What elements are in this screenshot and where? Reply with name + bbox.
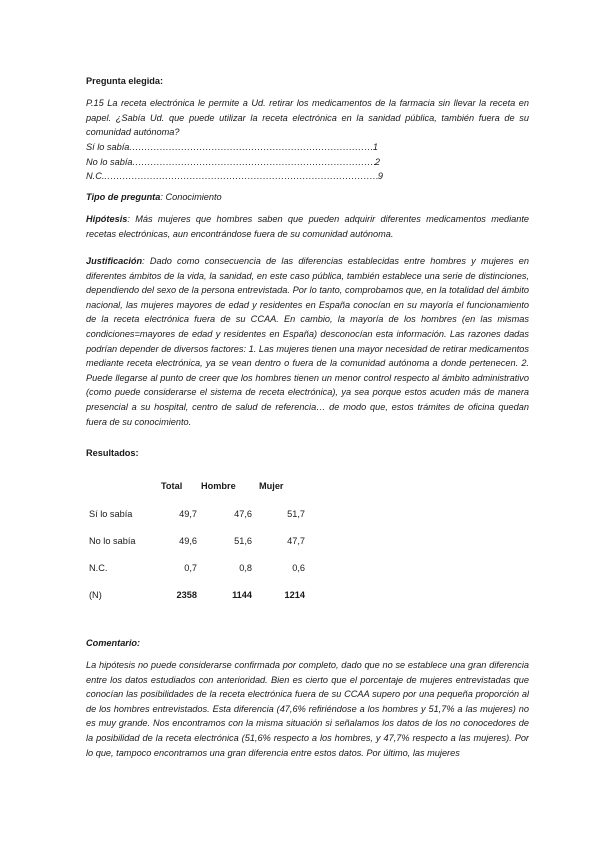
cell-mujer: 0,6 (292, 562, 305, 573)
cell-hombre: 1144 (232, 589, 252, 600)
question-type-label: Tipo de pregunta (86, 192, 161, 202)
table-header-cell: Total (161, 480, 183, 491)
justification-separator: : (142, 256, 150, 266)
question-type-value: Conocimiento (165, 192, 222, 202)
table-row (89, 527, 305, 554)
answer-option (86, 169, 383, 184)
justification-paragraph (86, 254, 529, 429)
table-row (89, 581, 305, 608)
justification-text: Dado como consecuencia de las diferencias establecidas entre hombres y mujeres en diferentes ámbitos de la vida, la sanidad, en este caso pública, también establece una serie de distinciones, dependiendo del sexo de la persona entrevistada. Por lo tanto, comprobamos que, en la totalidad del ámbito nacional, las mujeres mayores de edad y residentes en España conocían en su mayoría el funcionamiento de la receta electrónica fuera de su CCAA. En cambio, la mayoría de los hombres (en las mismas condiciones=mayores de edad y residentes en España) desconocían esta información. Las razones dadas podrían depender de diversos factores: 1. Las mujeres tienen una mayor necesidad de retirar medicamentos mediante receta electrónica, ya se vean dentro o fuera de la comunidad autónoma a donde pertenecen. 2. Puede llegarse al punto de creer que los hombres tienen un menor control respecto al ámbito administrativo (como puede considerarse el sistema de receta electrónica), ya sea porque estos acuden más de manera presencial a su hospital, centro de salud de referencia… de modo que, estos trámites de oficina quedan fuera de su conocimiento. (86, 256, 530, 427)
dot-leader (104, 169, 378, 184)
hypothesis-separator: : (127, 214, 136, 224)
hypothesis-paragraph (86, 212, 529, 241)
results-table (89, 472, 299, 499)
cell-mujer: 51,7 (287, 508, 305, 519)
question-heading: Pregunta elegida: (86, 76, 164, 86)
cell-mujer: 47,7 (287, 535, 305, 546)
row-label: N.C. (89, 562, 108, 573)
cell-total: 2358 (176, 589, 197, 600)
table-header-row (89, 472, 299, 499)
results-table-wrapper (89, 472, 299, 499)
hypothesis-label: Hipótesis (86, 214, 128, 224)
row-label: (N) (89, 589, 102, 600)
table-row (89, 500, 305, 527)
question-type-separator: : (160, 192, 166, 202)
results-heading: Resultados: (86, 448, 139, 458)
option-code: 1 (372, 142, 378, 152)
justification-label: Justificación (86, 256, 143, 266)
question-type (86, 190, 529, 205)
row-label: No lo sabía (89, 535, 136, 546)
cell-hombre: 47,6 (234, 508, 252, 519)
cell-total: 0,7 (184, 562, 197, 573)
cell-mujer: 1214 (284, 589, 305, 600)
table-header-cell: Hombre (201, 480, 236, 491)
results-body-wrapper (89, 500, 305, 608)
option-label: Sí lo sabía (86, 142, 130, 152)
cell-total: 49,7 (179, 508, 197, 519)
cell-hombre: 51,6 (234, 535, 252, 546)
dot-leader (132, 155, 374, 170)
comment-heading: Comentario: (86, 638, 141, 648)
option-code: 9 (377, 171, 383, 182)
hypothesis-text: Más mujeres que hombres saben que pueden adquirir diferentes medicamentos mediante recetas electrónicas, aun encontrándose fuera de su comunidad autónoma. (86, 214, 530, 239)
option-label: N.C. (86, 171, 105, 182)
dot-leader (129, 140, 372, 155)
comment-text: La hipótesis no puede considerarse confirmada por completo, dado que no se establece una gran diferencia entre los datos estudiados con anterioridad. Bien es cierto que el porcentaje de mujeres entrevistadas que conocían las posibilidades de la receta electrónica fuera de su CCAA supero por una pequeña proporción al de los hombres entrevistados. Esta diferencia (47,6% refiriéndose a los hombres y 51,7% a las mujeres) no es muy grande. Nos encontramos con la misma situación si señalamos los datos de los no conocedores de la posibilidad de la receta electrónica (51,6% respecto a los hombres, y 47,7% respecto a las mujeres). Por lo que, tampoco encontramos una gran diferencia entre estos datos. Por último, las mujeres (86, 660, 529, 758)
table-header-cell: Mujer (259, 480, 284, 491)
table-row (89, 554, 305, 581)
answer-option (86, 140, 378, 155)
answer-options (86, 140, 529, 184)
question-text: P.15 La receta electrónica le permite a Ud. retirar los medicamentos de la farmacia sin llevar la receta en papel. ¿Sabía Ud. que puede utilizar la receta electrónica en la sanidad pública, también fuera de su comunidad autónoma? (86, 98, 529, 138)
answer-option (86, 155, 380, 170)
cell-total: 49,6 (179, 535, 197, 546)
table-header-cell (89, 472, 161, 499)
row-label: Sí lo sabía (89, 508, 133, 519)
results-table-body (89, 500, 305, 608)
option-label: No lo sabía (86, 156, 133, 167)
option-code: 2 (374, 156, 380, 167)
cell-hombre: 0,8 (239, 562, 252, 573)
